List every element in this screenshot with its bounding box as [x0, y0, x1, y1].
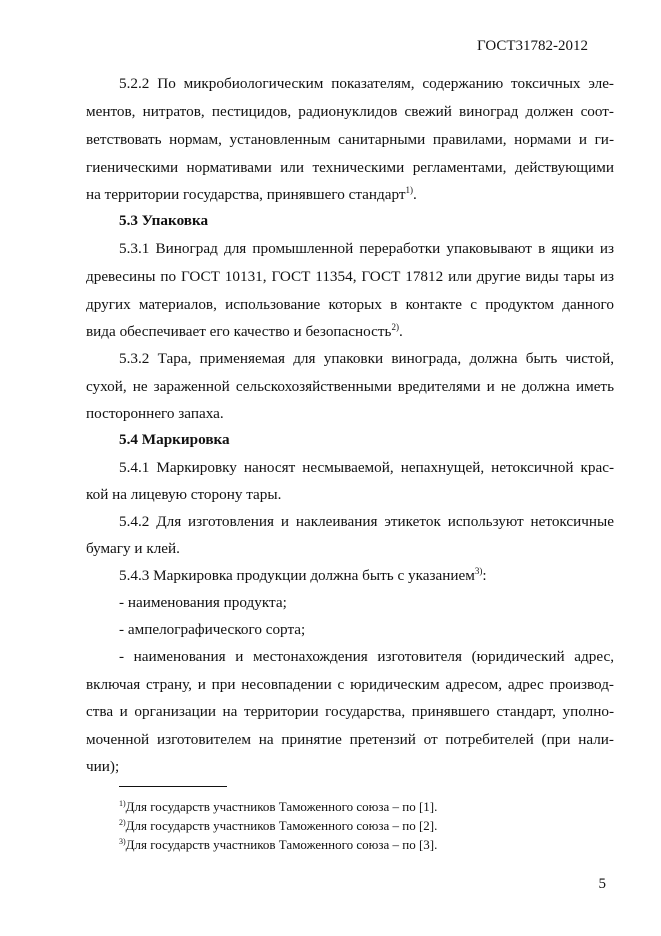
text-line: ветствовать нормам, установленным санитарными правилами, нормами и ги- [86, 131, 614, 148]
text-line: включая страну, и при несовпадении с юридическим адресом, адрес производ- [86, 676, 614, 693]
text-line: кой на лицевую сторону тары. [86, 486, 282, 503]
text-line: постороннего запаха. [86, 405, 224, 422]
footnote-ref: 2) [391, 322, 399, 332]
list-item: - наименования продукта; [119, 594, 287, 611]
footnote: $^{2)}$Для государств участников Таможенного союза – по [2]. [119, 818, 438, 833]
text-line: бумагу и клей. [86, 540, 180, 557]
text-line: на территории государства, принявшего стандарт$^{1)}$. [86, 185, 417, 203]
text-line: 5.3.1 Виноград для промышленной переработки упаковывают в ящики из [119, 240, 614, 257]
text-line: ментов, нитратов, пестицидов, радионуклидов свежий виноград должен соот- [86, 103, 614, 120]
document-header: ГОСТ31782-2012 [477, 38, 588, 54]
text-line: 5.3.2 Тара, применяемая для упаковки винограда, должна быть чистой, [119, 350, 614, 367]
footnote-separator [119, 786, 227, 787]
list-item: - наименования и местонахождения изготовителя (юридический адрес, [119, 648, 614, 665]
text-line: 5.4.2 Для изготовления и наклеивания этикеток используют нетоксичные [119, 513, 614, 530]
text-line: чии); [86, 758, 120, 775]
section-heading-5-4: 5.4 Маркировка [119, 431, 230, 448]
text-line: ства и организации на территории государства, принявшего стандарт, уполно- [86, 703, 614, 720]
text-line: моченной изготовителем на принятие претензий от потребителей (при нали- [86, 731, 614, 748]
section-heading-5-3: 5.3 Упаковка [119, 212, 209, 229]
text-line: 5.2.2 По микробиологическим показателям, содержанию токсичных эле- [119, 75, 614, 92]
text-line: древесины по ГОСТ 10131, ГОСТ 11354, ГОСТ 17812 или другие виды тары из [86, 268, 614, 285]
footnote: $^{1)}$Для государств участников Таможенного союза – по [1]. [119, 799, 438, 814]
list-item: - ампелографического сорта; [119, 621, 306, 638]
text-line: гиеническими нормативами или техническими регламентами, действующими [86, 159, 614, 176]
footnote-ref: 3) [474, 566, 483, 576]
text-line: 5.4.3 Маркировка продукции должна быть с указанием$^{3)}$: [119, 566, 487, 584]
text-line: 5.4.1 Маркировку наносят несмываемой, непахнущей, нетоксичной крас- [119, 459, 614, 476]
footnote: $^{3)}$Для государств участников Таможенного союза – по [3]. [119, 837, 438, 852]
text-line: других материалов, использование которых в контакте с продуктом данного [86, 296, 614, 313]
text-line: вида обеспечивает его качество и безопасность$^{2)}$. [86, 322, 403, 340]
page-number: 5 [598, 876, 606, 892]
footnote-ref: 1) [405, 185, 414, 195]
text-line: сухой, не зараженной сельскохозяйственными вредителями и не должна иметь [86, 378, 614, 395]
